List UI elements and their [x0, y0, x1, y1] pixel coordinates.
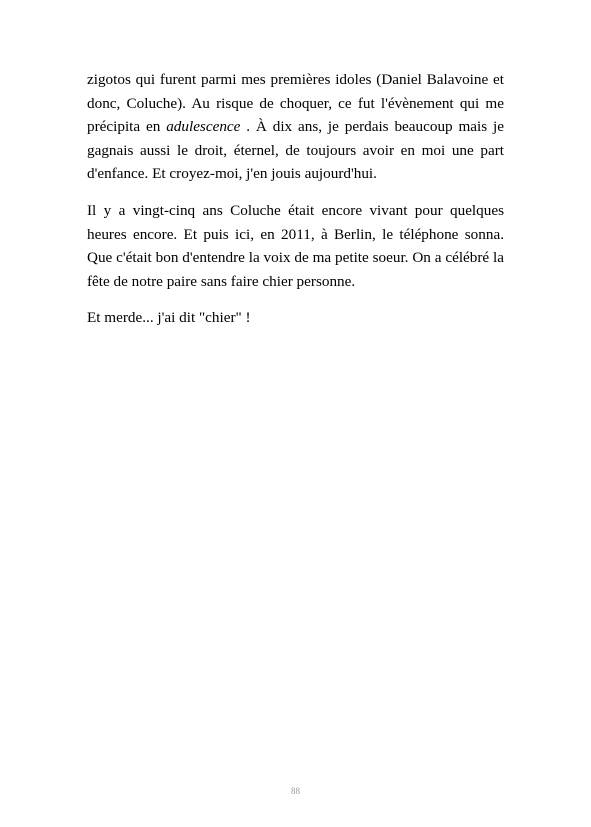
- paragraph-2: Il y a vingt-cinq ans Coluche était encore vivant pour quelques heures encore. Et puis ici, en 2011, à Berlin, le téléphone sonna. Que c'était bon d'entendre la voix de ma petite soeur. On a célébré la fête de notre paire sans faire chier personne.: [87, 201, 504, 290]
- paragraph-1-text-end: . À dix ans, je perdais beaucoup mais je gagnais aussi le droit, éternel, de toujours avoir en moi une part d'enfance. Et croyez-moi, j'en jouis aujourd'hui.: [87, 118, 504, 183]
- page-number: 88: [291, 786, 300, 796]
- paragraph-1-text-start: zigotos qui furent parmi mes premières idoles (Daniel Balavoine et donc, Coluche). Au risque de choquer, ce fut l'évènement qui me précipita en: [87, 71, 504, 136]
- paragraph-3: Et merde... j'ai dit "chier" !: [87, 309, 251, 327]
- paragraph-1: [87, 68, 504, 186]
- body-text: [87, 68, 504, 330]
- emphasized-word: adulescence: [166, 118, 241, 136]
